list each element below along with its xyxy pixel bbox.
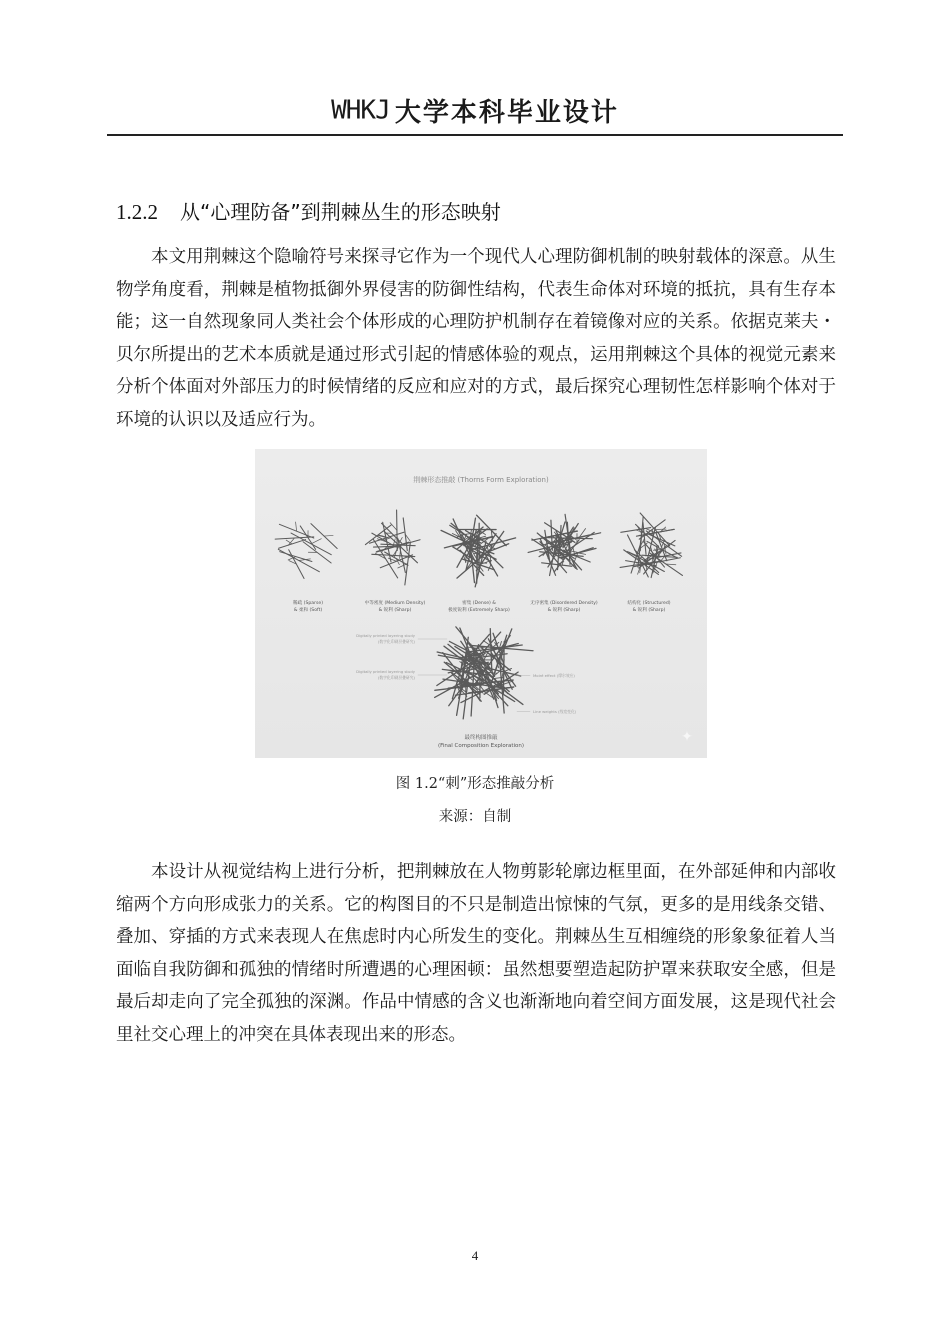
variant-label-cn: 中等密度 (Medium Density) <box>364 601 426 606</box>
variant-label-en: & 锐利 (Sharp) <box>378 608 412 613</box>
annotation-left: Digitally printed layering study <box>356 633 415 638</box>
figure-title: 荆棘形态推敲 (Thorns Form Exploration) <box>413 476 549 484</box>
page-header <box>107 92 843 136</box>
figure-source: 来源：自制 <box>438 809 512 825</box>
section-number: 1.2.2 <box>116 200 158 224</box>
variant-label-cn: 无序密集 (Disordered Density) <box>530 601 598 606</box>
page-number: 4 <box>471 1248 479 1263</box>
header-latin: WHKJ <box>331 95 390 126</box>
annotation-right: Line weights (线宽变化) <box>533 709 577 714</box>
variant-label-cn: 结构化 (Structured) <box>627 601 671 606</box>
sparkle-icon: ✦ <box>681 729 693 745</box>
variant-label-en: & 锐利 (Sharp) <box>547 608 581 613</box>
variant-label-cn: 密集 (Dense) & <box>462 601 496 606</box>
section-heading <box>116 196 501 225</box>
annotation-left-cn: (数字化印刷层叠研究) <box>377 639 415 644</box>
final-label-cn: 最终构图推敲 <box>464 735 498 741</box>
thorn-form-figure <box>255 449 707 758</box>
annotation-left-cn: (数字化印刷层叠研究) <box>377 675 415 680</box>
variant-label-cn: 稀疏 (Sparse) <box>293 601 323 606</box>
variant-label-en: & 柔和 (Soft) <box>293 608 323 613</box>
thorn-variant-1 <box>275 522 337 579</box>
final-label-en: (Final Composition Exploration) <box>437 743 525 749</box>
header-title: 大学本科毕业设计 <box>394 98 619 128</box>
section-title: 从“心理防备”到荆棘丛生的形态映射 <box>180 200 501 224</box>
thorn-figure-drawing <box>255 449 707 758</box>
body-paragraph: 本文用荆棘这个隐喻符号来探寻它作为一个现代人心理防御机制的映射载体的深意。从生物学角度看，荆棘是植物抵御外界侵害的防御性结构，代表生命体对环境的抵抗，具有生存本能；这一自然现象同人类社会个体形成的心理防护机制存在着镜像对应的关系。依据克莱夫・贝尔所提出的艺术本质就是通过形式引起的情感体验的观点，运用荆棘这个具体的视觉元素来分析个体面对外部压力的时候情绪的反应和应对的方式，最后探究心理韧性怎样影响个体对于环境的认识以及适应行为。 <box>116 247 836 430</box>
variant-label-en: 极度锐利 (Extremely Sharp) <box>448 608 510 613</box>
variant-label-en: & 锐利 (Sharp) <box>632 608 666 613</box>
thorn-variant-4 <box>528 514 600 575</box>
figure-caption: 图 1.2“刺”形态推敲分析 <box>395 776 555 792</box>
thorn-variant-3 <box>441 515 516 587</box>
annotation-left: Digitally printed layering study <box>356 669 415 674</box>
thorn-variant-2 <box>365 510 420 585</box>
body-paragraph: 本设计从视觉结构上进行分析，把荆棘放在人物剪影轮廓边框里面，在外部延伸和内部收缩两个方向形成张力的关系。它的构图目的不只是制造出惊悚的气氛，更多的是用线条交错、叠加、穿插的方式来表现人在焦虑时内心所发生的变化。荆棘丛生互相缠绕的形象象征着人当面临自我防御和孤独的情绪时所遭遇的心理困顿：虽然想要塑造起防护罩来获取安全感，但是最后却走向了完全孤独的深渊。作品中情感的含义也渐渐地向着空间方面发展，这是现代社会里社交心理上的冲突在具体表现出来的形态。 <box>116 862 836 1045</box>
annotation-right: Moiré effect (摩尔效应) <box>533 673 575 678</box>
thorn-final-composition <box>435 627 533 719</box>
thorn-variant-5 <box>620 513 682 578</box>
